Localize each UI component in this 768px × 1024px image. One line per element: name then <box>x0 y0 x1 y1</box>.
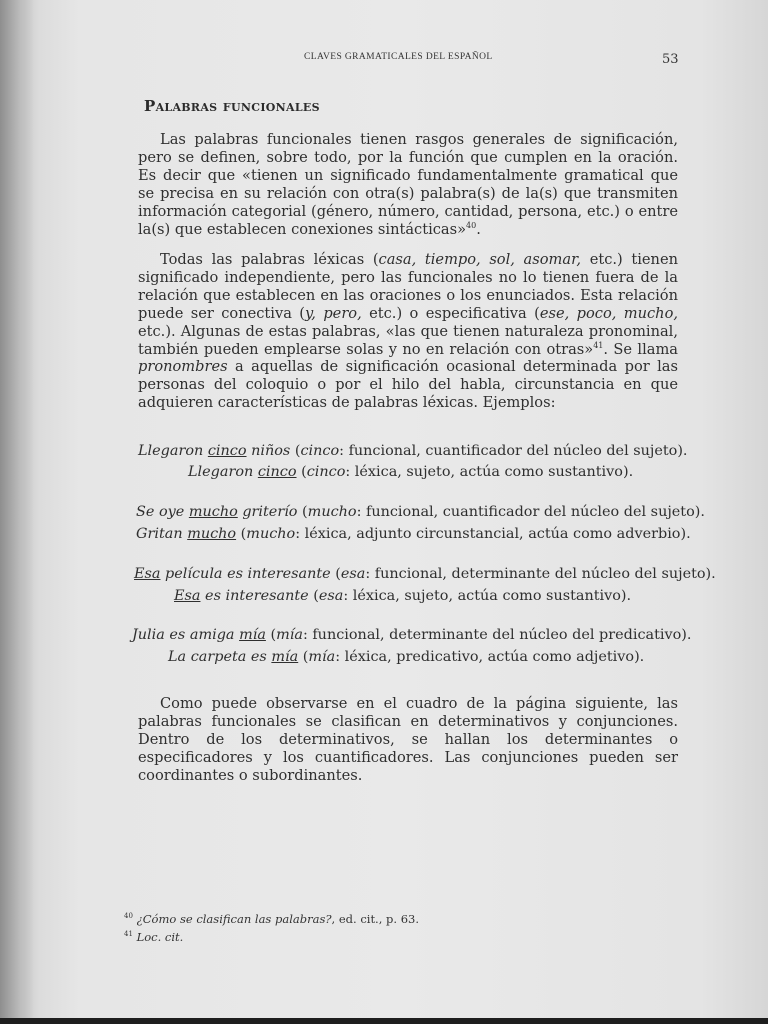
ex7-word: mía <box>239 627 266 643</box>
page-number: 53 <box>662 52 679 67</box>
paragraph-1-end: . <box>476 220 481 238</box>
paragraph-3: Como puede observarse en el cuadro de la página siguiente, las palabras funcionales se clasifican en determinativos y conjunciones. Dentro de los determinativos, se hallan los determinantes o especificadores y los cuantificadores. Las conjunciones pueden ser coordinantes o subordinantes. <box>138 695 678 784</box>
section-title: Palabras funcionales <box>144 97 320 115</box>
ex1-pre: Llegaron <box>138 443 208 459</box>
example-2: Llegaron cinco (cinco: léxica, sujeto, actúa como sustantivo). <box>188 464 634 480</box>
ex6-desc: : léxica, sujeto, actúa como sustantivo). <box>343 588 632 604</box>
ex3-pre: Se oye <box>136 504 189 520</box>
paragraph-1 <box>138 131 678 238</box>
running-head: CLAVES GRAMATICALES DEL ESPAÑOL <box>304 52 493 62</box>
ex2-word: cinco <box>257 464 297 480</box>
ex5-post: película es interesante <box>160 566 331 582</box>
ex1-label: cinco <box>300 443 340 459</box>
footnote-title: Loc. cit. <box>136 930 184 944</box>
footnote-rest: , ed. cit., p. 63. <box>331 912 419 926</box>
example-1: Llegaron cinco niños (cinco: funcional, cuantificador del núcleo del sujeto). <box>138 443 688 459</box>
p2-s5: . Se llama <box>603 340 678 358</box>
example-5: Esa película es interesante (esa: funcional, determinante del núcleo del sujeto). <box>134 566 716 582</box>
example-3: Se oye mucho griterío (mucho: funcional, cuantificador del núcleo del sujeto). <box>136 504 705 520</box>
page-bottom-edge <box>0 1018 768 1024</box>
ex3-post: griterío <box>237 504 298 520</box>
example-7: Julia es amiga mía (mía: funcional, determinante del núcleo del predicativo). <box>132 627 692 643</box>
p2-s2: etc.) tienen significado independiente, pero las funcionales no lo tienen fuera de la relación que establecen en las oraciones o los enunciados. Esta relación puede ser conectiva ( <box>138 251 678 322</box>
ex8-pre: La carpeta es <box>168 649 272 665</box>
footnote-41 <box>124 930 419 944</box>
ex8-label: mía <box>308 649 336 665</box>
paragraph-2 <box>138 251 678 412</box>
footnote-40 <box>124 912 419 926</box>
ex3-word: mucho <box>188 504 238 520</box>
paragraph-1-text: Las palabras funcionales tienen rasgos generales de significación, pero se definen, sobre todo, por la función que cumplen en la oración. Es decir que «tienen un significado fundamentalmente gramatical que se precisa en su relación con otra(s) palabra(s) de la(s) que transmiten información categorial (género, número, cantidad, persona, etc.) o entre la(s) que establecen conexiones sintácticas» <box>138 131 678 238</box>
p2-examples-3: ese, poco, mucho, <box>539 304 679 322</box>
ex5-desc: : funcional, determinante del núcleo del sujeto). <box>365 566 716 582</box>
p2-s6: a aquellas de significación ocasional determinada por las personas del coloquio o por el hilo del habla, circunstancia en que adquieren características de palabras léxicas. Ejemplos: <box>138 358 678 412</box>
ex8-word: mía <box>271 649 299 665</box>
ex2-label: cinco <box>306 464 346 480</box>
p2-s3: etc.) o especificativa ( <box>361 304 540 322</box>
p2-examples-1: casa, tiempo, sol, asomar, <box>378 251 582 268</box>
ex6-word: Esa <box>174 588 201 604</box>
footnote-title: ¿Cómo se clasifican las palabras? <box>136 912 332 926</box>
p2-s4: etc.). Algunas de estas palabras, «las que tienen naturaleza pronominal, también pueden emplearse solas y no en relación con otras» <box>138 322 678 358</box>
ex2-desc: : léxica, sujeto, actúa como sustantivo). <box>345 464 634 480</box>
footnote-number: 40 <box>124 912 133 921</box>
book-gutter-shadow <box>0 0 34 1024</box>
ex3-label: mucho <box>307 504 357 520</box>
example-8: La carpeta es mía (mía: léxica, predicativo, actúa como adjetivo). <box>168 649 645 665</box>
ex1-word: cinco <box>207 443 247 459</box>
p2-term: pronombres <box>138 358 228 376</box>
footnote-number: 41 <box>124 930 133 939</box>
ex7-pre: Julia es amiga <box>132 627 240 643</box>
footnotes <box>124 912 419 948</box>
ex1-post: niños <box>246 443 291 459</box>
ex4-label: mucho <box>246 526 296 542</box>
ex2-pre: Llegaron <box>188 464 258 480</box>
ex4-pre: Gritan <box>136 526 188 542</box>
ex6-label: esa <box>318 588 344 604</box>
footnote-ref-41: 41 <box>593 340 604 350</box>
ex5-label: esa <box>340 566 366 582</box>
p2-examples-2: y, pero, <box>305 304 362 322</box>
example-6: Esa es interesante (esa: léxica, sujeto, actúa como sustantivo). <box>174 588 632 604</box>
p2-s1: Todas las palabras léxicas ( <box>160 251 379 268</box>
example-4: Gritan mucho (mucho: léxica, adjunto circunstancial, actúa como adverbio). <box>136 526 691 542</box>
ex3-desc: : funcional, cuantificador del núcleo del sujeto). <box>356 504 705 520</box>
ex1-desc: : funcional, cuantificador del núcleo del sujeto). <box>339 443 688 459</box>
ex5-word: Esa <box>134 566 161 582</box>
ex6-post: es interesante <box>200 588 309 604</box>
ex7-desc: : funcional, determinante del núcleo del predicativo). <box>302 627 692 643</box>
ex8-desc: : léxica, predicativo, actúa como adjetivo). <box>335 649 645 665</box>
ex4-word: mucho <box>187 526 237 542</box>
ex4-desc: : léxica, adjunto circunstancial, actúa como adverbio). <box>295 526 691 542</box>
ex7-label: mía <box>276 627 303 643</box>
footnote-ref-40: 40 <box>466 220 477 230</box>
